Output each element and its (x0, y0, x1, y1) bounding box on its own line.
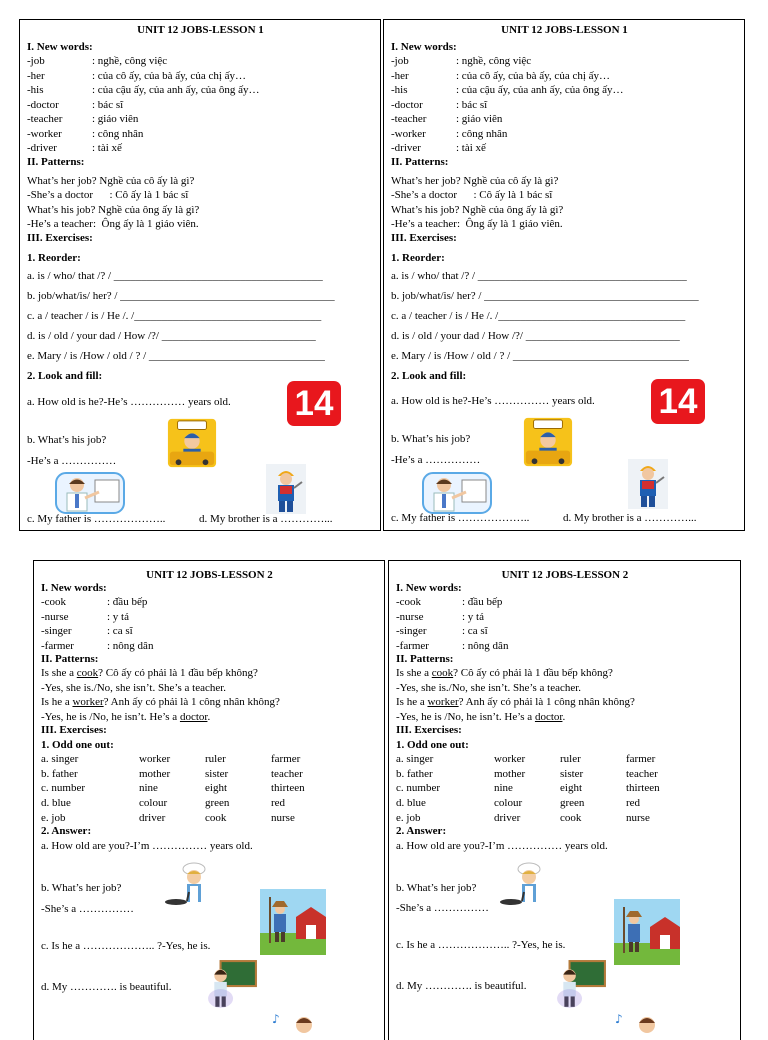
answer-b2: -She’s a …………… (41, 903, 134, 915)
exercises-heading: III. Exercises: (391, 231, 457, 244)
pattern-line: -Yes, he is /No, he isn’t. He’s a doctor. (41, 710, 211, 723)
word-row: -singer : ca sĩ (396, 625, 488, 637)
word-row: -job : nghề, công việc (391, 55, 532, 67)
worksheet-title: UNIT 12 JOBS-LESSON 2 (146, 569, 273, 581)
odd-one-out-heading: 1. Odd one out: (41, 739, 114, 751)
answer-a: a. How old are you?-I’m …………… years old. (396, 840, 608, 853)
pattern-line: -Yes, she is./No, she isn’t. She’s a teacher. (41, 681, 227, 694)
word-row: -driver : tài xế (391, 142, 486, 154)
farmer-icon (614, 899, 680, 965)
singer-icon (611, 1009, 667, 1039)
word-row: -his : của cậu ấy, của anh ấy, của ông ấy… (27, 84, 260, 96)
word-row: -farmer : nông dân (396, 639, 509, 652)
new-words-heading: I. New words: (27, 41, 93, 53)
word-row: -her : của cô ấy, của bà ấy, của chị ấy… (27, 69, 247, 82)
exercises-heading: III. Exercises: (41, 724, 107, 736)
reorder-item: e. Mary / is /How / old / ? / ________________________________ (27, 349, 325, 362)
doctor-icon (54, 472, 126, 514)
look-fill-heading: 2. Look and fill: (27, 369, 103, 382)
new-words-heading: I. New words: (41, 582, 107, 594)
reorder-item: a. is / who/ that /? / ______________________________________ (391, 269, 687, 282)
word-row: -his : của cậu ấy, của anh ấy, của ông ấy… (391, 84, 624, 96)
reorder-item: b. job/what/is/ her? / _______________________________________ (27, 289, 335, 302)
worker-icon (265, 464, 307, 514)
odd-row: e. job driver cook nurse (41, 811, 295, 824)
word-row: -teacher : giáo viên (391, 113, 503, 125)
word-row: -doctor : bác sĩ (391, 98, 488, 111)
odd-row: b. father mother sister teacher (396, 767, 658, 780)
word-row: -farmer : nông dân (41, 639, 154, 652)
word-row: -driver : tài xế (27, 142, 122, 154)
reorder-item: d. is / old / your dad / How /?/ ____________________________ (27, 329, 316, 342)
cook-icon (162, 861, 222, 911)
reorder-heading: 1. Reorder: (27, 251, 81, 264)
teacher-icon (555, 959, 607, 1011)
age-badge: 14 (651, 379, 705, 424)
svg-text:♪: ♪ (615, 1012, 623, 1026)
pattern-line: Is he a worker? Anh ấy có phải là 1 công nhân không? (41, 696, 280, 708)
answer-b: b. What’s her job? (41, 882, 122, 894)
patterns-heading: II. Patterns: (396, 653, 454, 665)
pattern-line: Is he a worker? Anh ấy có phải là 1 công nhân không? (396, 696, 635, 708)
age-badge: 14 (287, 381, 341, 426)
odd-row: d. blue colour green red (396, 797, 641, 810)
odd-row: a. singer worker ruler farmer (396, 753, 656, 765)
look-fill-a: a. How old is he?-He’s …………… years old. (27, 396, 231, 408)
odd-one-out-heading: 1. Odd one out: (396, 739, 469, 751)
look-fill-heading: 2. Look and fill: (391, 369, 467, 382)
reorder-heading: 1. Reorder: (391, 251, 445, 264)
odd-row: e. job driver cook nurse (396, 811, 650, 824)
look-fill-a: a. How old is he?-He’s …………… years old. (391, 395, 595, 407)
doctor-icon (421, 472, 493, 514)
worksheet-lesson2-right (388, 560, 741, 1040)
word-row: -nurse : y tá (396, 610, 484, 623)
answer-d: d. My …………. is beautiful. (41, 981, 172, 993)
word-row: -her : của cô ấy, của bà ấy, của chị ấy… (391, 69, 611, 82)
pattern-line: -She’s a doctor : Cô ấy là 1 bác sĩ (391, 189, 553, 201)
answer-d: d. My …………. is beautiful. (396, 980, 527, 992)
reorder-item: c. a / teacher / is / He /. /__________________________________ (391, 309, 686, 322)
pattern-line: Is she a cook? Cô ấy có phải là 1 đầu bếp không? (41, 667, 258, 679)
patterns-heading: II. Patterns: (41, 653, 99, 665)
pattern-line: What’s his job? Nghề của ông ấy là gì? (391, 203, 564, 216)
word-row: -job : nghề, công việc (27, 55, 168, 67)
singer-icon (268, 1009, 324, 1039)
new-words-heading: I. New words: (391, 41, 457, 53)
answer-c: c. Is he a ……………….. ?-Yes, he is. (396, 939, 566, 951)
worksheet-lesson1-right (383, 19, 745, 531)
word-row: -cook : đầu bếp (41, 596, 148, 608)
reorder-item: c. a / teacher / is / He /. /__________________________________ (27, 309, 322, 322)
word-row: -worker : công nhân (391, 127, 508, 140)
word-row: -worker : công nhân (27, 127, 144, 140)
odd-row: c. number nine eight thirteen (396, 782, 660, 795)
word-row: -nurse : y tá (41, 610, 129, 623)
word-row: -cook : đầu bếp (396, 596, 503, 608)
reorder-item: d. is / old / your dad / How /?/ ____________________________ (391, 329, 680, 342)
look-fill-c: c. My father is ……………….. (27, 513, 166, 525)
look-fill-d: d. My brother is a …………... (563, 512, 697, 524)
reorder-item: e. Mary / is /How / old / ? / ________________________________ (391, 349, 689, 362)
word-row: -singer : ca sĩ (41, 625, 133, 637)
pattern-line: -He’s a teacher: Ông ấy là 1 giáo viên. (391, 218, 563, 230)
new-words-heading: I. New words: (396, 582, 462, 594)
cook-icon (497, 861, 557, 911)
worksheet-title: UNIT 12 JOBS-LESSON 1 (501, 24, 628, 36)
word-row: -doctor : bác sĩ (27, 98, 124, 111)
pattern-line: What’s his job? Nghề của ông ấy là gì? (27, 203, 200, 216)
answer-heading: 2. Answer: (41, 825, 92, 838)
patterns-heading: II. Patterns: (391, 155, 449, 168)
look-fill-b2: -He’s a …………… (27, 455, 117, 467)
odd-row: d. blue colour green red (41, 797, 286, 810)
odd-row: c. number nine eight thirteen (41, 782, 305, 795)
look-fill-c: c. My father is ……………….. (391, 512, 530, 524)
odd-row: b. father mother sister teacher (41, 767, 303, 780)
reorder-item: a. is / who/ that /? / ______________________________________ (27, 269, 323, 282)
worksheet-lesson1-left (19, 19, 381, 531)
worksheet-title: UNIT 12 JOBS-LESSON 1 (137, 24, 264, 36)
look-fill-b: b. What’s his job? (391, 433, 471, 445)
answer-a: a. How old are you?-I’m …………… years old. (41, 840, 253, 853)
pattern-line: -Yes, she is./No, she isn’t. She’s a teacher. (396, 681, 582, 694)
taxi-driver-icon (521, 416, 575, 468)
reorder-item: b. job/what/is/ her? / _______________________________________ (391, 289, 699, 302)
look-fill-b: b. What’s his job? (27, 434, 107, 446)
pattern-line: -She’s a doctor : Cô ấy là 1 bác sĩ (27, 189, 189, 201)
farmer-icon (260, 889, 326, 955)
answer-heading: 2. Answer: (396, 825, 447, 838)
worksheet-title: UNIT 12 JOBS-LESSON 2 (501, 569, 629, 581)
worksheet-lesson2-left (33, 560, 385, 1040)
exercises-heading: III. Exercises: (27, 231, 93, 244)
exercises-heading: III. Exercises: (396, 724, 462, 736)
pattern-line: -He’s a teacher: Ông ấy là 1 giáo viên. (27, 218, 199, 230)
look-fill-b2: -He’s a …………… (391, 454, 481, 466)
pattern-line: What’s her job? Nghề của cô ấy là gì? (391, 174, 559, 187)
worker-icon (627, 459, 669, 509)
taxi-driver-icon (165, 417, 219, 469)
odd-row: a. singer worker ruler farmer (41, 753, 301, 765)
answer-c: c. Is he a ……………….. ?-Yes, he is. (41, 940, 211, 952)
word-row: -teacher : giáo viên (27, 113, 139, 125)
answer-b2: -She’s a …………… (396, 902, 489, 914)
look-fill-d: d. My brother is a …………... (199, 513, 333, 525)
answer-b: b. What’s her job? (396, 882, 477, 894)
pattern-line: -Yes, he is /No, he isn’t. He’s a doctor. (396, 710, 566, 723)
svg-text:♪: ♪ (272, 1012, 280, 1026)
pattern-line: Is she a cook? Cô ấy có phải là 1 đầu bếp không? (396, 667, 613, 679)
teacher-icon (206, 959, 258, 1011)
pattern-line: What’s her job? Nghề của cô ấy là gì? (27, 174, 195, 187)
patterns-heading: II. Patterns: (27, 155, 85, 168)
